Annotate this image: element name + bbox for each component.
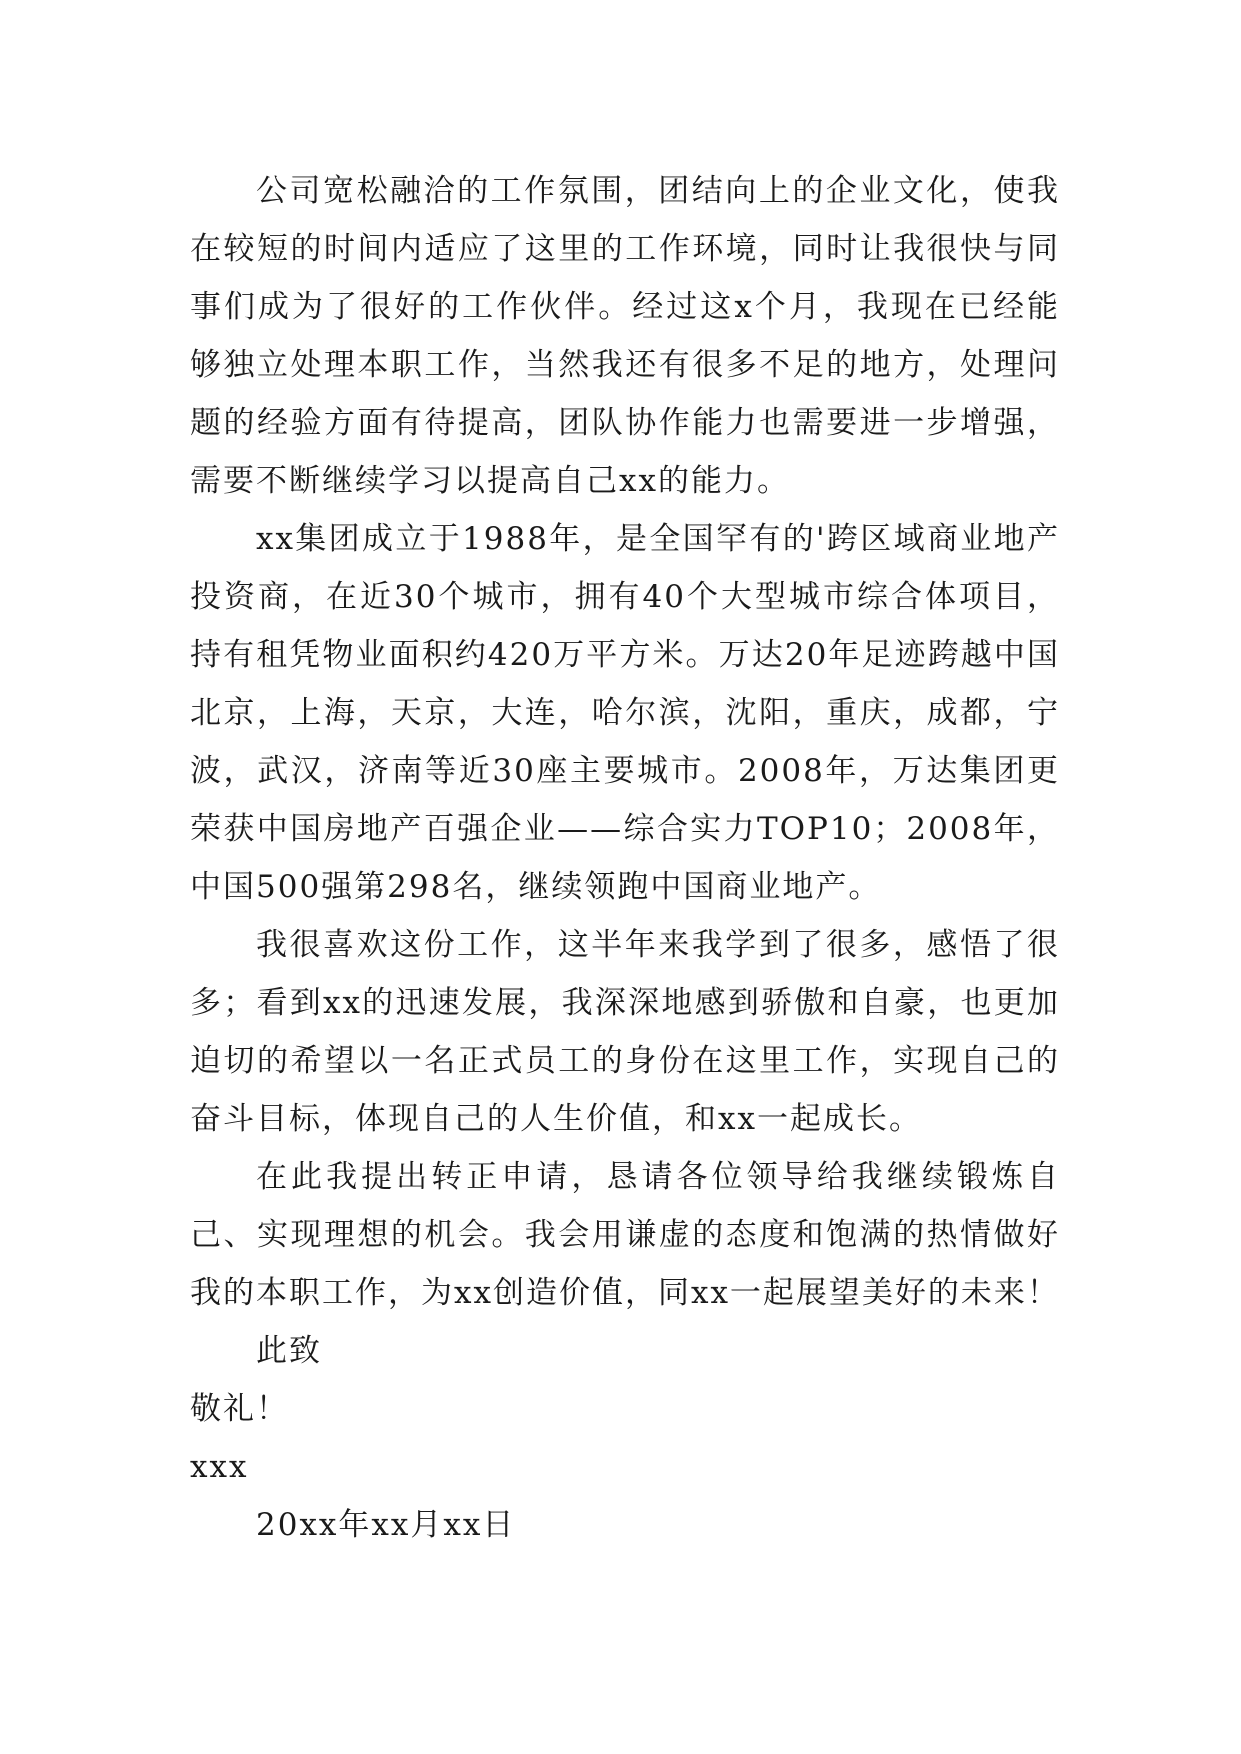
paragraph-application-request: 在此我提出转正申请，恳请各位领导给我继续锻炼自己、实现理想的机会。我会用谦虚的态度和饱满的热情做好我的本职工作，为xx创造价值，同xx一起展望美好的未来！	[190, 1159, 1060, 1311]
paragraph-personal-feelings: 我很喜欢这份工作，这半年来我学到了很多，感悟了很多；看到xx的迅速发展，我深深地感到骄傲和自豪，也更加迫切的希望以一名正式员工的身份在这里工作，实现自己的奋斗目标，体现自己的人生价值，和xx一起成长。	[190, 927, 1060, 1137]
date-line: 20xx年xx月xx日	[256, 1507, 516, 1543]
closing-line: 此致	[256, 1333, 322, 1369]
signature-line: xxx	[190, 1449, 249, 1485]
paragraph-work-atmosphere: 公司宽松融洽的工作氛围，团结向上的企业文化，使我在较短的时间内适应了这里的工作环境，同时让我很快与同事们成为了很好的工作伙伴。经过这x个月，我现在已经能够独立处理本职工作，当然我还有很多不足的地方，处理问题的经验方面有待提高，团队协作能力也需要进一步增强，需要不断继续学习以提高自己xx的能力。	[190, 173, 1060, 499]
paragraph-company-intro: xx集团成立于1988年，是全国罕有的'跨区域商业地产投资商，在近30个城市，拥有40个大型城市综合体项目，持有租凭物业面积约420万平方米。万达20年足迹跨越中国北京，上海，天京，大连，哈尔滨，沈阳，重庆，成都，宁波，武汉，济南等近30座主要城市。2008年，万达集团更荣获中国房地产百强企业——综合实力TOP10；2008年，中国500强第298名，继续领跑中国商业地产。	[190, 521, 1060, 905]
salutation-line: 敬礼！	[190, 1391, 289, 1427]
letter-body	[190, 162, 1060, 1554]
